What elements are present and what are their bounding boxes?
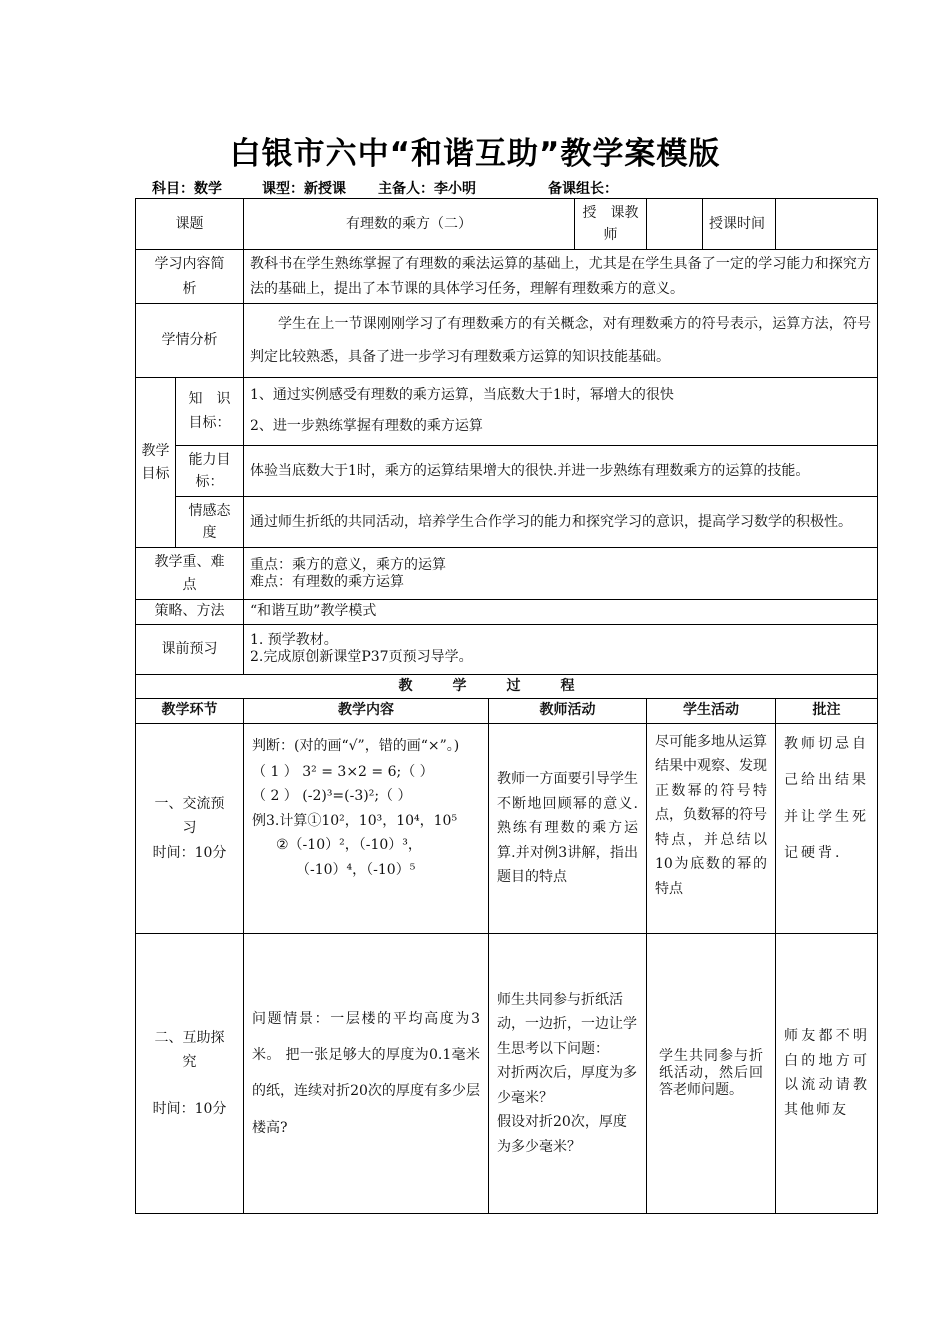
ability-row	[136, 446, 878, 497]
topic-value: 有理数的乘方（二）	[244, 199, 575, 250]
intro-text: 教科书在学生熟练掌握了有理数的乘法运算的基础上，尤其是在学生具备了一定的学习能力和探究方法的基础上，提出了本节课的具体学习任务，理解有理数乘方的意义。	[244, 250, 878, 304]
lesson-plan-table	[135, 198, 878, 1214]
header-teacher: 教师活动	[489, 699, 647, 724]
knowledge-row	[136, 378, 878, 446]
time-value	[776, 199, 878, 250]
stage1-teacher: 教师一方面要引导学生不断地回顾幂的意义.熟练有理数的乘方运算.并对例3讲解，指出题目的特点	[489, 723, 647, 933]
goals-label: 教学目标	[136, 378, 176, 548]
preview-item-1: 1. 预学教材。	[250, 631, 338, 648]
keypoint-row	[136, 548, 878, 600]
keypoint-label: 教学重、难点	[136, 548, 244, 600]
meta-preparer: 主备人：李小明	[378, 181, 476, 197]
strategy-label: 策略、方法	[136, 600, 244, 625]
preview-row	[136, 624, 878, 674]
stage1-item-4: ②（-10）²，（-10）³，	[276, 837, 422, 854]
stage1-row	[136, 723, 878, 933]
emotion-row	[136, 497, 878, 548]
ability-text: 体验当底数大于1时，乘方的运算结果增大的很快.并进一步熟练有理数乘方的运算的技能。	[244, 446, 878, 497]
stage1-intro: 判断：(对的画“√”，错的画“×”。)	[252, 737, 460, 754]
stage2-teacher-1: 师生共同参与折纸活动，一边折，一边让学生思考以下问题：	[497, 991, 637, 1057]
knowledge-item-1: 1、通过实例感受有理数的乘方运算，当底数大于1时，幂增大的很快	[250, 387, 674, 403]
keypoint-main: 重点：乘方的意义，乘方的运算	[250, 556, 446, 573]
stage1-name: 一、交流预习	[154, 795, 225, 837]
stage1-note: 教师切忌自己给出结果并让学生死记硬背.	[776, 723, 878, 933]
analysis-text: 学生在上一节课刚刚学习了有理数乘方的有关概念，对有理数乘方的符号表示，运算方法，符号判定比较熟悉，具备了进一步学习有理数乘方运算的知识技能基础。	[244, 304, 878, 378]
emotion-text: 通过师生折纸的共同活动，培养学生合作学习的能力和探究学习的意识，提高学习数学的积极性。	[244, 497, 878, 548]
stage1-item-5: （-10）⁴，（-10）⁵	[296, 861, 416, 878]
stage2-student: 学生共同参与折纸活动，然后回答老师问题。	[647, 933, 776, 1213]
analysis-row	[136, 304, 878, 378]
header-content: 教学内容	[244, 699, 489, 724]
stage1-item-2: （ 2 ） (-2)³=(-3)²;（ ）	[252, 788, 412, 805]
process-header-row	[136, 699, 878, 724]
keypoint-hard: 难点：有理数的乘方运算	[250, 573, 404, 590]
strategy-row	[136, 600, 878, 625]
stage2-name-cell	[136, 933, 244, 1213]
time-label: 授课时间	[703, 199, 776, 250]
teacher-value	[647, 199, 703, 250]
meta-group-leader: 备课组长：	[548, 181, 618, 197]
ability-label: 能力目标：	[176, 446, 244, 497]
intro-row	[136, 250, 878, 304]
process-heading: 教学过程	[136, 674, 878, 699]
knowledge-goals	[244, 378, 878, 446]
teacher-label: 授 课教 师	[575, 199, 647, 250]
emotion-label: 情感态度	[176, 497, 244, 548]
stage1-item-1: （ 1 ） 3² = 3×2 = 6;（ ）	[252, 763, 434, 780]
stage2-teacher	[489, 933, 647, 1213]
stage2-content: 问题情景：一层楼的平均高度为3米。 把一张足够大的厚度为0.1毫米的纸，连续对折20次的厚度有多少层楼高?	[244, 933, 489, 1213]
topic-row	[136, 199, 878, 250]
knowledge-item-2: 2、进一步熟练掌握有理数的乘方运算	[250, 417, 483, 434]
process-heading-row	[136, 674, 878, 699]
topic-label: 课题	[136, 199, 244, 250]
stage1-content	[244, 723, 489, 933]
stage2-note: 师友都不明白的地方可以流动请教其他师友	[776, 933, 878, 1213]
stage2-teacher-3: 假设对折20次，厚度为多少毫米？	[497, 1114, 627, 1155]
keypoint-content	[244, 548, 878, 600]
meta-lesson-type: 课型：新授课	[262, 181, 346, 197]
stage2-time: 时间：10分	[152, 1100, 227, 1117]
header-note: 批注	[776, 699, 878, 724]
meta-subject: 科目：数学	[152, 181, 222, 197]
analysis-label: 学情分析	[136, 304, 244, 378]
stage1-item-3: 例3.计算①10²，10³，10⁴，10⁵	[252, 812, 458, 829]
preview-item-2: 2.完成原创新课堂P37页预习导学。	[250, 649, 473, 666]
stage2-teacher-2: 对折两次后，厚度为多少毫米？	[497, 1065, 637, 1106]
knowledge-label: 知 识目标：	[176, 378, 244, 446]
document-title: 白银市六中“和谐互助”教学案模版	[229, 136, 721, 172]
header-stage: 教学环节	[136, 699, 244, 724]
strategy-text: “和谐互助”教学模式	[244, 600, 878, 625]
stage2-name: 二、互助探究	[154, 1029, 225, 1071]
stage1-time: 时间：10分	[152, 844, 227, 861]
header-student: 学生活动	[647, 699, 776, 724]
stage1-student: 尽可能多地从运算结果中观察、发现正数幂的符号特点，负数幂的符号特点，并总结以10为底数的幂的特点	[647, 723, 776, 933]
stage1-name-cell	[136, 723, 244, 933]
intro-label: 学习内容简析	[136, 250, 244, 304]
stage2-row	[136, 933, 878, 1213]
preview-label: 课前预习	[136, 624, 244, 674]
preview-items	[244, 624, 878, 674]
